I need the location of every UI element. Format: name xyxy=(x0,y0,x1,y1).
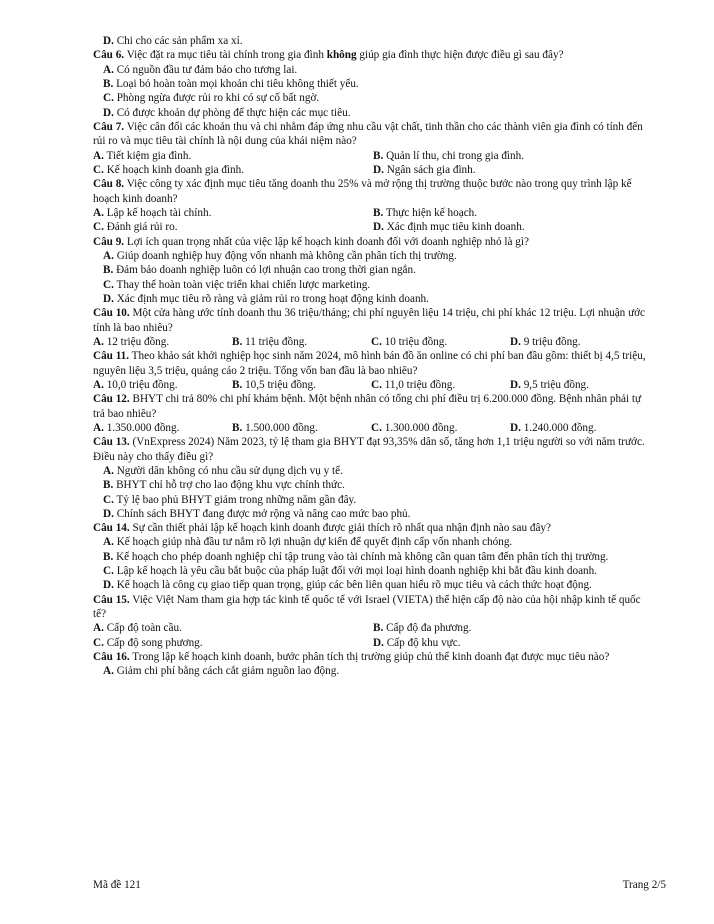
options-row xyxy=(93,335,653,349)
option-a: A. Cấp độ toàn cầu. xyxy=(93,622,182,635)
option-a: A. Lập kế hoạch tài chính. xyxy=(93,206,212,219)
option-c: C. 10 triệu đồng. xyxy=(371,335,448,348)
question-8: Câu 8. Việc công ty xác định mục tiêu tăng doanh thu 25% và mở rộng thị trường thuộc bước nào trong quy trình lập kế hoạch kinh doanh? xyxy=(93,178,632,205)
option-c: C. Tỷ lệ bao phủ BHYT giảm trong những năm gần đây. xyxy=(103,493,357,506)
options-row xyxy=(93,378,653,392)
option-b: B. 1.500.000 đồng. xyxy=(232,421,318,434)
option-d: D. 9 triệu đồng. xyxy=(510,335,581,348)
page-number: Trang 2/5 xyxy=(622,879,666,891)
option-b: B. Cấp độ đa phương. xyxy=(373,622,472,635)
option-d: D. Chi cho các sản phẩm xa xỉ. xyxy=(103,35,243,47)
option-a: A. 10,0 triệu đồng. xyxy=(93,378,178,391)
option-a: A. Tiết kiệm gia đình. xyxy=(93,149,192,162)
option-d: D. Cấp độ khu vực. xyxy=(373,636,461,649)
option-b: B. Kế hoạch cho phép doanh nghiệp chỉ tập trung vào tài chính mà không cần quan tâm đến phân tích thị trường. xyxy=(103,550,609,563)
option-d: D. Kế hoạch là công cụ giao tiếp quan trọng, giúp các bên liên quan hiểu rõ mục tiêu và cách thức hoạt động. xyxy=(103,579,592,592)
option-c: C. 1.300.000 đồng. xyxy=(371,421,458,434)
option-a: A. 12 triệu đồng. xyxy=(93,335,170,348)
option-b: B. BHYT chỉ hỗ trợ cho lao động khu vực chính thức. xyxy=(103,479,345,492)
option-b: B. 11 triệu đồng. xyxy=(232,335,308,348)
option-c: C. Phòng ngừa được rủi ro khi có sự cố bất ngờ. xyxy=(103,92,320,105)
option-b: B. 10,5 triệu đồng. xyxy=(232,378,316,391)
option-d: D. 1.240.000 đồng. xyxy=(510,421,597,434)
option-c: C. Thay thế hoàn toàn việc triển khai chiến lược marketing. xyxy=(103,278,371,291)
option-d: D. Xác định mục tiêu kinh doanh. xyxy=(373,221,525,234)
option-d: D. Có được khoản dự phòng để thực hiện các mục tiêu. xyxy=(103,106,351,119)
exam-code: Mã đề 121 xyxy=(93,879,141,891)
option-a: A. 1.350.000 đồng. xyxy=(93,421,180,434)
question-6: Câu 6. Việc đặt ra mục tiêu tài chính trong gia đình không giúp gia đình thực hiện được điều gì sau đây? xyxy=(93,49,564,62)
option-d: D. Chính sách BHYT đang được mở rộng và nâng cao mức bao phủ. xyxy=(103,507,411,520)
question-9: Câu 9. Lợi ích quan trọng nhất của việc lập kế hoạch kinh doanh đối với doanh nghiệp nhỏ là gì? xyxy=(93,235,529,248)
option-d: D. Ngân sách gia đình. xyxy=(373,163,476,176)
options-grid xyxy=(93,149,653,178)
question-16: Câu 16. Trong lập kế hoạch kinh doanh, bước phân tích thị trường giúp chủ thể kinh doanh đạt được mục tiêu nào? xyxy=(93,651,610,664)
option-a: A. Giảm chi phí bằng cách cắt giảm nguồn lao động. xyxy=(103,665,340,678)
option-c: C. Lập kế hoạch là yêu cầu bắt buộc của pháp luật đối với mọi loại hình doanh nghiệp khi bắt đầu kinh doanh. xyxy=(103,565,598,578)
question-14: Câu 14. Sự cần thiết phải lập kế hoạch kinh doanh được giải thích rõ nhất qua nhận định nào sau đây? xyxy=(93,522,551,535)
option-b: B. Đảm bảo doanh nghiệp luôn có lợi nhuận cao trong thời gian ngắn. xyxy=(103,264,416,277)
page-footer xyxy=(93,878,666,892)
option-c: C. 11,0 triệu đồng. xyxy=(371,378,456,391)
question-12: Câu 12. BHYT chi trả 80% chi phí khám bệnh. Một bệnh nhân có tổng chi phí điều trị 6.200.000 đồng. Bệnh nhân phải tự trả bao nhiêu? xyxy=(93,393,642,420)
question-11: Câu 11. Theo khảo sát khởi nghiệp học sinh năm 2024, mô hình bán đồ ăn online có chi phí ban đầu gồm: thiết bị 4,5 triệu, nguyên liệu 3,5 triệu, quảng cáo 2 triệu. Tổng vốn ban đầu là bao nhiêu? xyxy=(93,350,646,377)
option-d: D. 9,5 triệu đồng. xyxy=(510,378,589,391)
option-c: C. Cấp độ song phương. xyxy=(93,636,203,649)
exam-page xyxy=(93,34,653,679)
options-row xyxy=(93,421,653,435)
option-d: D. Xác định mục tiêu rõ ràng và giảm rủi ro trong hoạt động kinh doanh. xyxy=(103,292,429,305)
option-c: C. Đánh giá rủi ro. xyxy=(93,221,178,234)
option-c: C. Kế hoạch kinh doanh gia đình. xyxy=(93,163,245,176)
option-a: A. Kế hoạch giúp nhà đầu tư nắm rõ lợi nhuận dự kiến để quyết định cấp vốn nhanh chóng. xyxy=(103,536,513,549)
option-b: B. Quản lí thu, chi trong gia đình. xyxy=(373,149,525,162)
option-b: B. Thực hiện kế hoạch. xyxy=(373,206,478,219)
question-13: Câu 13. (VnExpress 2024) Năm 2023, tỷ lệ tham gia BHYT đạt 93,35% dân số, tăng hơn 1,1 triệu người so với năm trước. Điều này cho thấy điều gì? xyxy=(93,436,645,463)
option-b: B. Loại bỏ hoàn toàn mọi khoản chi tiêu không thiết yếu. xyxy=(103,77,359,90)
question-10: Câu 10. Một cửa hàng ước tính doanh thu 36 triệu/tháng; chi phí nguyên liệu 14 triệu, chi phí khác 12 triệu. Lợi nhuận ước tính là bao nhiêu? xyxy=(93,307,646,334)
option-a: A. Giúp doanh nghiệp huy động vốn nhanh mà không cần phân tích thị trường. xyxy=(103,249,457,262)
options-grid xyxy=(93,621,653,650)
options-grid xyxy=(93,206,653,235)
question-15: Câu 15. Việc Việt Nam tham gia hợp tác kinh tế quốc tế với Israel (VIETA) thể hiện cấp độ nào của hội nhập kinh tế quốc tế? xyxy=(93,593,641,621)
question-7: Câu 7. Việc cân đối các khoản thu và chi nhằm đáp ứng nhu cầu vật chất, tinh thần cho các thành viên gia đình có tính đến rủi ro và mục tiêu tài chính là nội dung của khái niệm nào? xyxy=(93,120,643,148)
option-a: A. Có nguồn đầu tư đảm bảo cho tương lai. xyxy=(103,63,298,76)
option-a: A. Người dân không có nhu cầu sử dụng dịch vụ y tế. xyxy=(103,464,343,477)
